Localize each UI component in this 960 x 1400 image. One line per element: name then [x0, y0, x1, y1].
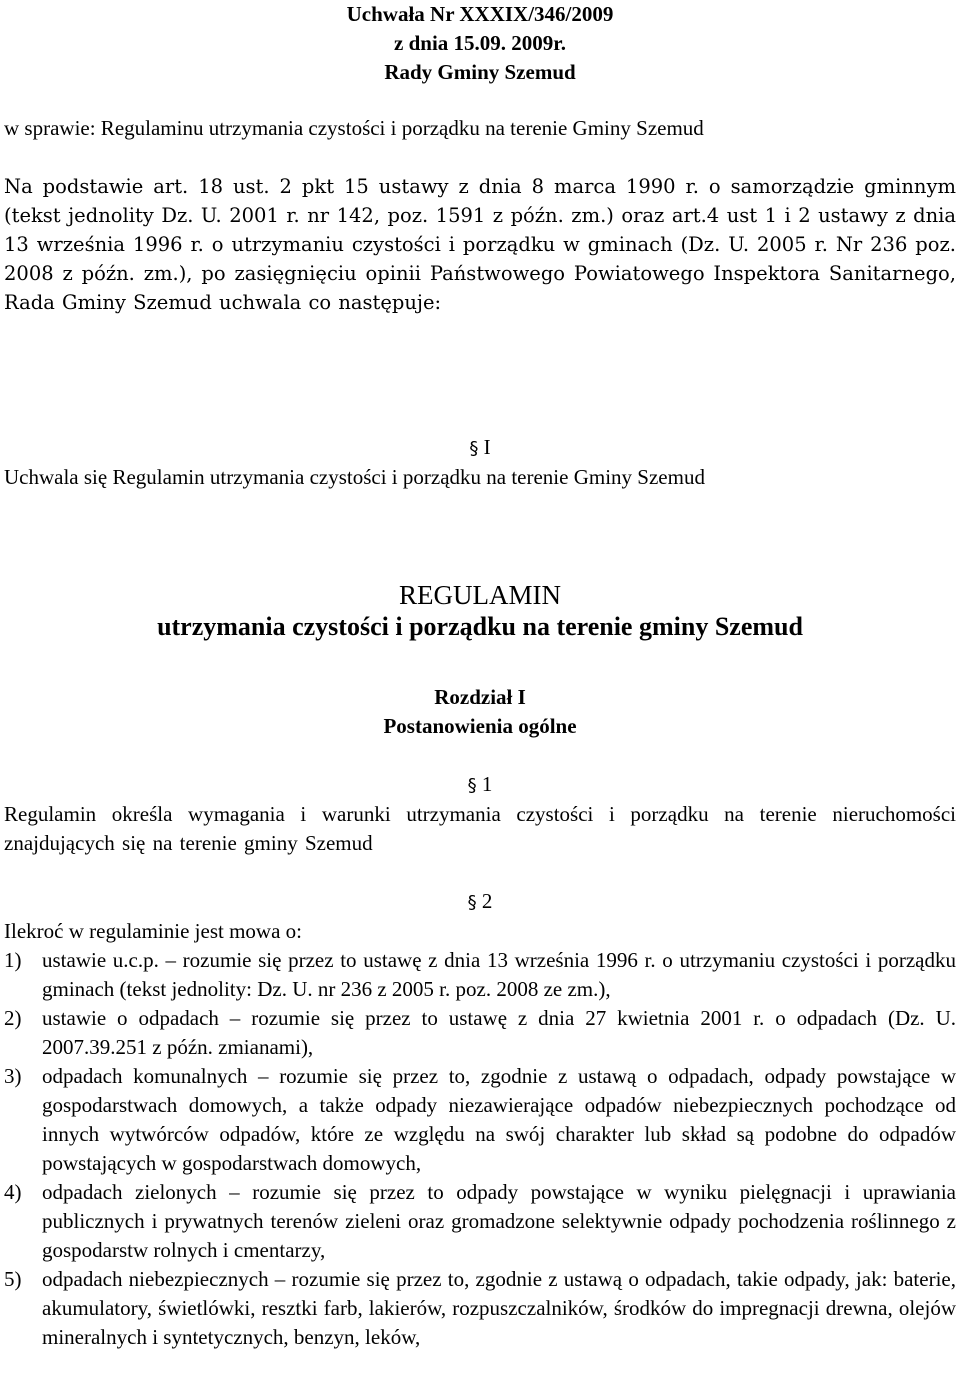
list-item [4, 946, 956, 1004]
chapter-label: Rozdział I [434, 685, 526, 709]
section-I-text: Uchwala się Regulamin utrzymania czystości i porządku na terenie Gminy Szemud [4, 465, 705, 489]
list-item-number: 1) [4, 948, 22, 972]
section-number: 2 [481, 889, 493, 913]
list-item [4, 1004, 956, 1062]
list-item-number: 5) [4, 1267, 22, 1291]
spacer [4, 143, 956, 172]
list-item-number: 3) [4, 1064, 22, 1088]
section-2-heading [4, 887, 956, 917]
preamble: Na podstawie art. 18 ust. 2 pkt 15 ustawy z dnia 8 marca 1990 r. o samorządzie gminnym (tekst jednolity Dz. U. 2001 r. nr 142, poz. 1591 z późn. zm.) oraz art.4 ust 1 i 2 ustawy z dnia 13 września 1996 r. o utrzymaniu czystości i porządku w gminach (Dz. U. 2005 r. Nr 236 poz. 2008 z późn. zm.), po zasięgnięciu opinii Państwowego Powiatowego Inspektora Sanitarnego, Rada Gminy Szemud uchwala co następuje: [4, 175, 956, 314]
spacer [4, 858, 956, 887]
list-item [4, 1265, 956, 1352]
chapter-title: Postanowienia ogólne [383, 714, 577, 738]
section-number: 1 [481, 772, 493, 796]
list-item-text: odpadach niebezpiecznych – rozumie się przez to, zgodnie z ustawą o odpadach, takie odpady, jak: baterie, akumulatory, świetlówki, resztki farb, lakierów, rozpuszczalników, środków do impregnacji drewna, olejów mineralnych i syntetycznych, benzyn, leków, [42, 1267, 956, 1349]
list-item [4, 1178, 956, 1265]
section-1-heading [4, 770, 956, 800]
list-item-text: odpadach zielonych – rozumie się przez to odpady powstające w wyniku pielęgnacji i uprawiania publicznych i prywatnych terenów zieleni oraz gromadzone selektywnie odpady pochodzenia roślinnego z gospodarstw rolnych i cmentarzy, [42, 1180, 956, 1262]
regulamin-subtitle: utrzymania czystości i porządku na terenie gminy Szemud [157, 612, 803, 641]
list-item-number: 4) [4, 1180, 22, 1204]
spacer [4, 492, 956, 579]
resolution-date: z dnia 15.09. 2009r. [394, 31, 566, 55]
section-2-intro: Ilekroć w regulaminie jest mowa o: [4, 919, 302, 943]
resolution-subject: w sprawie: Regulaminu utrzymania czystości i porządku na terenie Gminy Szemud [4, 116, 704, 140]
section-1-text: Regulamin określa wymagania i warunki utrzymania czystości i porządku na terenie nieruchomości znajdujących się na terenie gminy Szemud [4, 802, 956, 855]
spacer [4, 741, 956, 770]
list-item-text: odpadach komunalnych – rozumie się przez to, zgodnie z ustawą o odpadach, odpady powstające w gospodarstwach domowych, a także odpady niezawierające odpadów niebezpiecznych pochodzące od innych wytwórców odpadów, które ze względu na swój charakter lub skład są podobne do odpadów powstających w gospodarstwach domowych, [42, 1064, 956, 1175]
list-item-text: ustawie o odpadach – rozumie się przez to ustawę z dnia 27 kwietnia 2001 r. o odpadach (Dz. U. 2007.39.251 z późn. zmianami), [42, 1006, 956, 1059]
resolution-header [4, 0, 956, 87]
section-sign: § [467, 775, 477, 796]
resolution-number: Uchwała Nr XXXIX/346/2009 [346, 2, 614, 26]
spacer [4, 317, 956, 433]
section-sign: § [469, 438, 479, 459]
regulamin-title: REGULAMIN [399, 580, 561, 610]
list-item [4, 1062, 956, 1178]
resolution-council: Rady Gminy Szemud [384, 60, 576, 84]
spacer [4, 87, 956, 114]
list-item-number: 2) [4, 1006, 22, 1030]
definitions-list [4, 946, 956, 1352]
spacer [4, 643, 956, 683]
list-item-text: ustawie u.c.p. – rozumie się przez to ustawę z dnia 13 września 1996 r. o utrzymaniu czystości i porządku gminach (tekst jednolity: Dz. U. nr 236 z 2005 r. poz. 2008 ze zm.), [42, 948, 956, 1001]
section-number: I [483, 435, 491, 459]
section-I-heading [4, 433, 956, 463]
section-sign: § [467, 892, 477, 913]
